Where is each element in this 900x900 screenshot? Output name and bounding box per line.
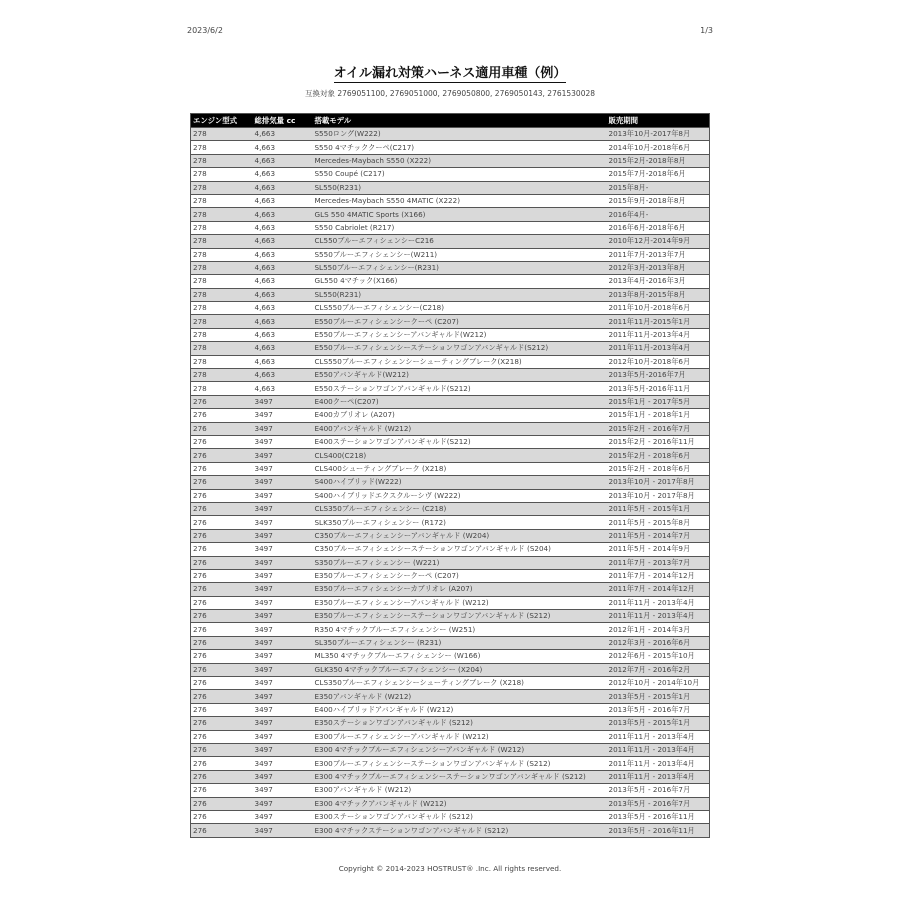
table-row	[191, 168, 710, 181]
table-row	[191, 141, 710, 154]
cell-displacement: 4,663	[253, 181, 313, 194]
cell-displacement: 3497	[253, 677, 313, 690]
cell-displacement: 4,663	[253, 275, 313, 288]
cell-model: ML350 4マチックブルーエフィシェンシー (W166)	[313, 650, 607, 663]
cell-displacement: 4,663	[253, 235, 313, 248]
cell-sales-period: 2011年11月 - 2013年4月	[607, 730, 710, 743]
cell-displacement: 3497	[253, 556, 313, 569]
cell-model: Mercedes-Maybach S550 (X222)	[313, 154, 607, 167]
cell-model: E550ブルーエフィシェンシーアバンギャルド(W212)	[313, 328, 607, 341]
cell-model: SL550ブルーエフィシェンシー(R231)	[313, 261, 607, 274]
table-row	[191, 395, 710, 408]
table-row	[191, 636, 710, 649]
cell-sales-period: 2012年7月 - 2016年2月	[607, 663, 710, 676]
cell-model: S550ロング(W222)	[313, 128, 607, 141]
cell-model: SL550(R231)	[313, 181, 607, 194]
table-row	[191, 476, 710, 489]
cell-displacement: 3497	[253, 422, 313, 435]
cell-sales-period: 2012年1月 - 2014年3月	[607, 623, 710, 636]
cell-displacement: 3497	[253, 717, 313, 730]
cell-sales-period: 2013年5月 - 2016年7月	[607, 703, 710, 716]
cell-engine-type: 278	[191, 328, 253, 341]
page-number: 1/3	[700, 26, 713, 35]
cell-displacement: 4,663	[253, 208, 313, 221]
cell-engine-type: 278	[191, 369, 253, 382]
cell-model: E300ブルーエフィシェンシーアバンギャルド (W212)	[313, 730, 607, 743]
cell-model: S350ブルーエフィシェンシー (W221)	[313, 556, 607, 569]
cell-model: E300ブルーエフィシェンシーステーションワゴンアバンギャルド (S212)	[313, 757, 607, 770]
cell-model: GLS 550 4MATIC Sports (X166)	[313, 208, 607, 221]
cell-model: E350ブルーエフィシェンシーステーションワゴンアバンギャルド (S212)	[313, 610, 607, 623]
cell-engine-type: 276	[191, 462, 253, 475]
table-row	[191, 529, 710, 542]
table-row	[191, 543, 710, 556]
cell-displacement: 3497	[253, 797, 313, 810]
cell-model: E550ステーションワゴンアバンギャルド(S212)	[313, 382, 607, 395]
table-row	[191, 757, 710, 770]
cell-engine-type: 276	[191, 435, 253, 448]
cell-model: E350ブルーエフィシェンシークーペ (C207)	[313, 569, 607, 582]
cell-sales-period: 2013年5月 - 2015年1月	[607, 690, 710, 703]
cell-engine-type: 278	[191, 261, 253, 274]
cell-displacement: 3497	[253, 409, 313, 422]
cell-displacement: 4,663	[253, 168, 313, 181]
cell-model: E550ブルーエフィシェンシークーペ (C207)	[313, 315, 607, 328]
cell-displacement: 3497	[253, 770, 313, 783]
cell-displacement: 4,663	[253, 302, 313, 315]
cell-model: CLS550ブルーエフィシェンシーシューティングブレーク(X218)	[313, 355, 607, 368]
cell-displacement: 4,663	[253, 221, 313, 234]
cell-sales-period: 2012年10月 - 2014年10月	[607, 677, 710, 690]
cell-model: R350 4マチックブルーエフィシェンシー (W251)	[313, 623, 607, 636]
cell-displacement: 4,663	[253, 248, 313, 261]
cell-displacement: 3497	[253, 583, 313, 596]
cell-displacement: 3497	[253, 636, 313, 649]
cell-displacement: 4,663	[253, 141, 313, 154]
table-row	[191, 315, 710, 328]
cell-model: C350ブルーエフィシェンシーステーションワゴンアバンギャルド (S204)	[313, 543, 607, 556]
cell-displacement: 3497	[253, 623, 313, 636]
cell-sales-period: 2011年7月 - 2014年12月	[607, 569, 710, 582]
table-row	[191, 181, 710, 194]
vehicle-compatibility-table	[190, 113, 710, 838]
cell-sales-period: 2013年10月 - 2017年8月	[607, 489, 710, 502]
cell-engine-type: 278	[191, 342, 253, 355]
table-row	[191, 770, 710, 783]
table-row	[191, 208, 710, 221]
cell-engine-type: 278	[191, 275, 253, 288]
cell-displacement: 3497	[253, 543, 313, 556]
cell-displacement: 3497	[253, 569, 313, 582]
table-row	[191, 556, 710, 569]
table-body	[191, 128, 710, 838]
cell-sales-period: 2015年7月-2018年6月	[607, 168, 710, 181]
cell-displacement: 3497	[253, 757, 313, 770]
cell-sales-period: 2011年11月 - 2013年4月	[607, 743, 710, 756]
cell-sales-period: 2013年5月 - 2016年7月	[607, 784, 710, 797]
table-row	[191, 275, 710, 288]
table-row	[191, 502, 710, 515]
cell-displacement: 4,663	[253, 382, 313, 395]
cell-sales-period: 2013年5月-2016年11月	[607, 382, 710, 395]
cell-sales-period: 2011年7月-2013年7月	[607, 248, 710, 261]
table-row	[191, 717, 710, 730]
cell-sales-period: 2015年2月 - 2018年6月	[607, 449, 710, 462]
cell-engine-type: 276	[191, 569, 253, 582]
cell-displacement: 3497	[253, 824, 313, 837]
table-row	[191, 596, 710, 609]
cell-model: C350ブルーエフィシェンシーアバンギャルド (W204)	[313, 529, 607, 542]
cell-engine-type: 276	[191, 583, 253, 596]
table-row	[191, 248, 710, 261]
cell-displacement: 3497	[253, 449, 313, 462]
cell-engine-type: 276	[191, 489, 253, 502]
cell-sales-period: 2013年10月 - 2017年8月	[607, 476, 710, 489]
cell-displacement: 3497	[253, 650, 313, 663]
cell-engine-type: 278	[191, 302, 253, 315]
table-row	[191, 261, 710, 274]
cell-model: SL350ブルーエフィシェンシー (R231)	[313, 636, 607, 649]
page-date: 2023/6/2	[187, 26, 223, 35]
cell-model: E350アバンギャルド (W212)	[313, 690, 607, 703]
cell-model: E400カブリオレ (A207)	[313, 409, 607, 422]
table-header-row	[191, 114, 710, 128]
table-row	[191, 489, 710, 502]
cell-model: E300 4マチックステーションワゴンアバンギャルド (S212)	[313, 824, 607, 837]
table-row	[191, 730, 710, 743]
table-row	[191, 610, 710, 623]
cell-engine-type: 278	[191, 194, 253, 207]
cell-engine-type: 278	[191, 248, 253, 261]
cell-sales-period: 2011年5月 - 2015年8月	[607, 516, 710, 529]
cell-sales-period: 2011年7月 - 2014年12月	[607, 583, 710, 596]
cell-model: GL550 4マチック(X166)	[313, 275, 607, 288]
cell-engine-type: 276	[191, 717, 253, 730]
table-row	[191, 382, 710, 395]
table-row	[191, 583, 710, 596]
table-row	[191, 690, 710, 703]
cell-sales-period: 2013年4月-2016年3月	[607, 275, 710, 288]
cell-model: S400ハイブリッド(W222)	[313, 476, 607, 489]
cell-sales-period: 2013年5月 - 2016年11月	[607, 824, 710, 837]
cell-displacement: 3497	[253, 516, 313, 529]
table-row	[191, 128, 710, 141]
table-row	[191, 194, 710, 207]
cell-sales-period: 2013年5月 - 2015年1月	[607, 717, 710, 730]
cell-engine-type: 276	[191, 502, 253, 515]
table-row	[191, 409, 710, 422]
cell-displacement: 3497	[253, 730, 313, 743]
cell-model: E300アバンギャルド (W212)	[313, 784, 607, 797]
cell-sales-period: 2015年2月 - 2016年7月	[607, 422, 710, 435]
cell-engine-type: 276	[191, 797, 253, 810]
table-row	[191, 784, 710, 797]
cell-model: S400ハイブリッドエクスクルーシヴ (W222)	[313, 489, 607, 502]
cell-model: E400ステーションワゴンアバンギャルド(S212)	[313, 435, 607, 448]
cell-displacement: 3497	[253, 703, 313, 716]
cell-engine-type: 276	[191, 516, 253, 529]
table-row	[191, 824, 710, 837]
cell-displacement: 4,663	[253, 328, 313, 341]
cell-sales-period: 2015年1月 - 2018年1月	[607, 409, 710, 422]
cell-sales-period: 2011年5月 - 2015年1月	[607, 502, 710, 515]
cell-displacement: 4,663	[253, 288, 313, 301]
header-displacement: 総排気量 cc	[253, 114, 313, 128]
table-row	[191, 677, 710, 690]
table-row	[191, 422, 710, 435]
cell-sales-period: 2011年5月 - 2014年7月	[607, 529, 710, 542]
cell-engine-type: 276	[191, 824, 253, 837]
cell-model: E300 4マチックブルーエフィシェンシーステーションワゴンアバンギャルド (S212)	[313, 770, 607, 783]
cell-engine-type: 276	[191, 449, 253, 462]
header-model: 搭載モデル	[313, 114, 607, 128]
cell-displacement: 4,663	[253, 369, 313, 382]
cell-sales-period: 2011年11月 - 2013年4月	[607, 596, 710, 609]
cell-engine-type: 276	[191, 529, 253, 542]
cell-engine-type: 276	[191, 757, 253, 770]
cell-engine-type: 276	[191, 422, 253, 435]
cell-sales-period: 2015年2月-2018年8月	[607, 154, 710, 167]
cell-sales-period: 2016年4月-	[607, 208, 710, 221]
cell-sales-period: 2011年11月 - 2013年4月	[607, 610, 710, 623]
cell-sales-period: 2015年2月 - 2018年6月	[607, 462, 710, 475]
cell-model: CLS400シューティングブレーク (X218)	[313, 462, 607, 475]
table-row	[191, 703, 710, 716]
cell-model: CLS550ブルーエフィシェンシー(C218)	[313, 302, 607, 315]
cell-displacement: 3497	[253, 489, 313, 502]
cell-model: S550 Coupé (C217)	[313, 168, 607, 181]
cell-engine-type: 276	[191, 703, 253, 716]
cell-displacement: 4,663	[253, 261, 313, 274]
table-row	[191, 797, 710, 810]
cell-displacement: 3497	[253, 502, 313, 515]
table-row	[191, 221, 710, 234]
cell-sales-period: 2012年6月 - 2015年10月	[607, 650, 710, 663]
cell-model: S550ブルーエフィシェンシー(W211)	[313, 248, 607, 261]
cell-engine-type: 276	[191, 476, 253, 489]
cell-model: Mercedes-Maybach S550 4MATIC (X222)	[313, 194, 607, 207]
document-title-text: オイル漏れ対策ハーネス適用車種（例）	[333, 66, 567, 81]
cell-engine-type: 278	[191, 221, 253, 234]
cell-engine-type: 276	[191, 677, 253, 690]
cell-displacement: 3497	[253, 529, 313, 542]
table-row	[191, 355, 710, 368]
cell-displacement: 3497	[253, 743, 313, 756]
cell-displacement: 4,663	[253, 315, 313, 328]
cell-displacement: 3497	[253, 435, 313, 448]
cell-engine-type: 276	[191, 663, 253, 676]
cell-displacement: 3497	[253, 610, 313, 623]
cell-displacement: 4,663	[253, 342, 313, 355]
cell-sales-period: 2015年1月 - 2017年5月	[607, 395, 710, 408]
cell-displacement: 3497	[253, 476, 313, 489]
table-row	[191, 810, 710, 823]
cell-sales-period: 2011年7月 - 2013年7月	[607, 556, 710, 569]
cell-sales-period: 2013年5月 - 2016年7月	[607, 797, 710, 810]
table-row	[191, 623, 710, 636]
table-row	[191, 663, 710, 676]
table-row	[191, 328, 710, 341]
cell-engine-type: 276	[191, 636, 253, 649]
cell-model: E350ブルーエフィシェンシーアバンギャルド (W212)	[313, 596, 607, 609]
cell-engine-type: 276	[191, 743, 253, 756]
cell-displacement: 4,663	[253, 194, 313, 207]
cell-model: E400アバンギャルド (W212)	[313, 422, 607, 435]
table-row	[191, 235, 710, 248]
cell-displacement: 3497	[253, 596, 313, 609]
cell-sales-period: 2013年8月-2015年8月	[607, 288, 710, 301]
cell-sales-period: 2012年10月-2018年6月	[607, 355, 710, 368]
cell-engine-type: 276	[191, 395, 253, 408]
cell-sales-period: 2012年3月-2013年8月	[607, 261, 710, 274]
cell-displacement: 3497	[253, 395, 313, 408]
cell-displacement: 4,663	[253, 128, 313, 141]
cell-displacement: 3497	[253, 784, 313, 797]
cell-engine-type: 276	[191, 610, 253, 623]
cell-engine-type: 276	[191, 543, 253, 556]
cell-sales-period: 2012年3月 - 2016年6月	[607, 636, 710, 649]
cell-engine-type: 278	[191, 168, 253, 181]
cell-model: GLK350 4マチックブルーエフィシェンシー (X204)	[313, 663, 607, 676]
cell-model: E400クーペ(C207)	[313, 395, 607, 408]
cell-engine-type: 278	[191, 208, 253, 221]
table-row	[191, 154, 710, 167]
table-row	[191, 650, 710, 663]
cell-sales-period: 2010年12月-2014年9月	[607, 235, 710, 248]
table-row	[191, 302, 710, 315]
cell-model: E550ブルーエフィシェンシーステーションワゴンアバンギャルド(S212)	[313, 342, 607, 355]
cell-engine-type: 278	[191, 288, 253, 301]
cell-displacement: 3497	[253, 663, 313, 676]
cell-engine-type: 276	[191, 770, 253, 783]
compatible-part-numbers: 互換対象 2769051100, 2769051000, 2769050800, 2769050143, 2761530028	[304, 89, 596, 98]
cell-model: SLK350ブルーエフィシェンシー (R172)	[313, 516, 607, 529]
cell-sales-period: 2015年8月-	[607, 181, 710, 194]
cell-engine-type: 276	[191, 556, 253, 569]
cell-model: S550 Cabriolet (R217)	[313, 221, 607, 234]
cell-model: E350ブルーエフィシェンシーカブリオレ (A207)	[313, 583, 607, 596]
table-row	[191, 569, 710, 582]
cell-sales-period: 2015年2月 - 2016年11月	[607, 435, 710, 448]
cell-sales-period: 2011年11月 - 2013年4月	[607, 757, 710, 770]
cell-engine-type: 278	[191, 382, 253, 395]
cell-engine-type: 278	[191, 181, 253, 194]
table-row	[191, 462, 710, 475]
cell-sales-period: 2013年5月 - 2016年11月	[607, 810, 710, 823]
cell-model: E550アバンギャルド(W212)	[313, 369, 607, 382]
cell-engine-type: 278	[191, 154, 253, 167]
cell-engine-type: 276	[191, 596, 253, 609]
cell-sales-period: 2015年9月-2018年8月	[607, 194, 710, 207]
cell-displacement: 3497	[253, 690, 313, 703]
cell-displacement: 4,663	[253, 154, 313, 167]
cell-sales-period: 2011年11月-2015年1月	[607, 315, 710, 328]
table-row	[191, 288, 710, 301]
cell-displacement: 4,663	[253, 355, 313, 368]
cell-engine-type: 278	[191, 315, 253, 328]
cell-sales-period: 2013年10月-2017年8月	[607, 128, 710, 141]
cell-engine-type: 276	[191, 784, 253, 797]
table-row	[191, 369, 710, 382]
cell-engine-type: 278	[191, 235, 253, 248]
cell-model: CLS400(C218)	[313, 449, 607, 462]
cell-sales-period: 2011年11月-2013年4月	[607, 342, 710, 355]
cell-engine-type: 278	[191, 141, 253, 154]
cell-engine-type: 276	[191, 409, 253, 422]
table-row	[191, 435, 710, 448]
table-row	[191, 743, 710, 756]
cell-model: CL550ブルーエフィシェンシーC216	[313, 235, 607, 248]
cell-displacement: 3497	[253, 810, 313, 823]
cell-model: E300ステーションワゴンアバンギャルド (S212)	[313, 810, 607, 823]
table-row	[191, 516, 710, 529]
cell-engine-type: 276	[191, 810, 253, 823]
cell-model: E300 4マチックブルーエフィシェンシーアバンギャルド (W212)	[313, 743, 607, 756]
cell-model: SL550(R231)	[313, 288, 607, 301]
cell-displacement: 3497	[253, 462, 313, 475]
header-engine-type: エンジン型式	[191, 114, 253, 128]
table-row	[191, 449, 710, 462]
document-title	[0, 62, 900, 81]
header-sales-period: 販売期間	[607, 114, 710, 128]
cell-engine-type: 276	[191, 690, 253, 703]
cell-engine-type: 276	[191, 650, 253, 663]
cell-model: E300 4マチックアバンギャルド (W212)	[313, 797, 607, 810]
cell-sales-period: 2013年5月-2016年7月	[607, 369, 710, 382]
cell-model: S550 4マチッククーペ(C217)	[313, 141, 607, 154]
cell-model: E400ハイブリッドアバンギャルド (W212)	[313, 703, 607, 716]
cell-sales-period: 2011年11月 - 2013年4月	[607, 770, 710, 783]
copyright-footer: Copyright © 2014-2023 HOSTRUST® .Inc. All rights reserved.	[338, 864, 562, 873]
cell-sales-period: 2016年6月-2018年6月	[607, 221, 710, 234]
cell-sales-period: 2014年10月-2018年6月	[607, 141, 710, 154]
cell-sales-period: 2011年10月-2018年6月	[607, 302, 710, 315]
cell-model: CLS350ブルーエフィシェンシーシューティングブレーク (X218)	[313, 677, 607, 690]
cell-sales-period: 2011年11月-2013年4月	[607, 328, 710, 341]
cell-sales-period: 2011年5月 - 2014年9月	[607, 543, 710, 556]
cell-model: E350ステーションワゴンアバンギャルド (S212)	[313, 717, 607, 730]
cell-engine-type: 276	[191, 623, 253, 636]
cell-model: CLS350ブルーエフィシェンシー (C218)	[313, 502, 607, 515]
cell-engine-type: 278	[191, 355, 253, 368]
cell-engine-type: 278	[191, 128, 253, 141]
cell-engine-type: 276	[191, 730, 253, 743]
table-row	[191, 342, 710, 355]
